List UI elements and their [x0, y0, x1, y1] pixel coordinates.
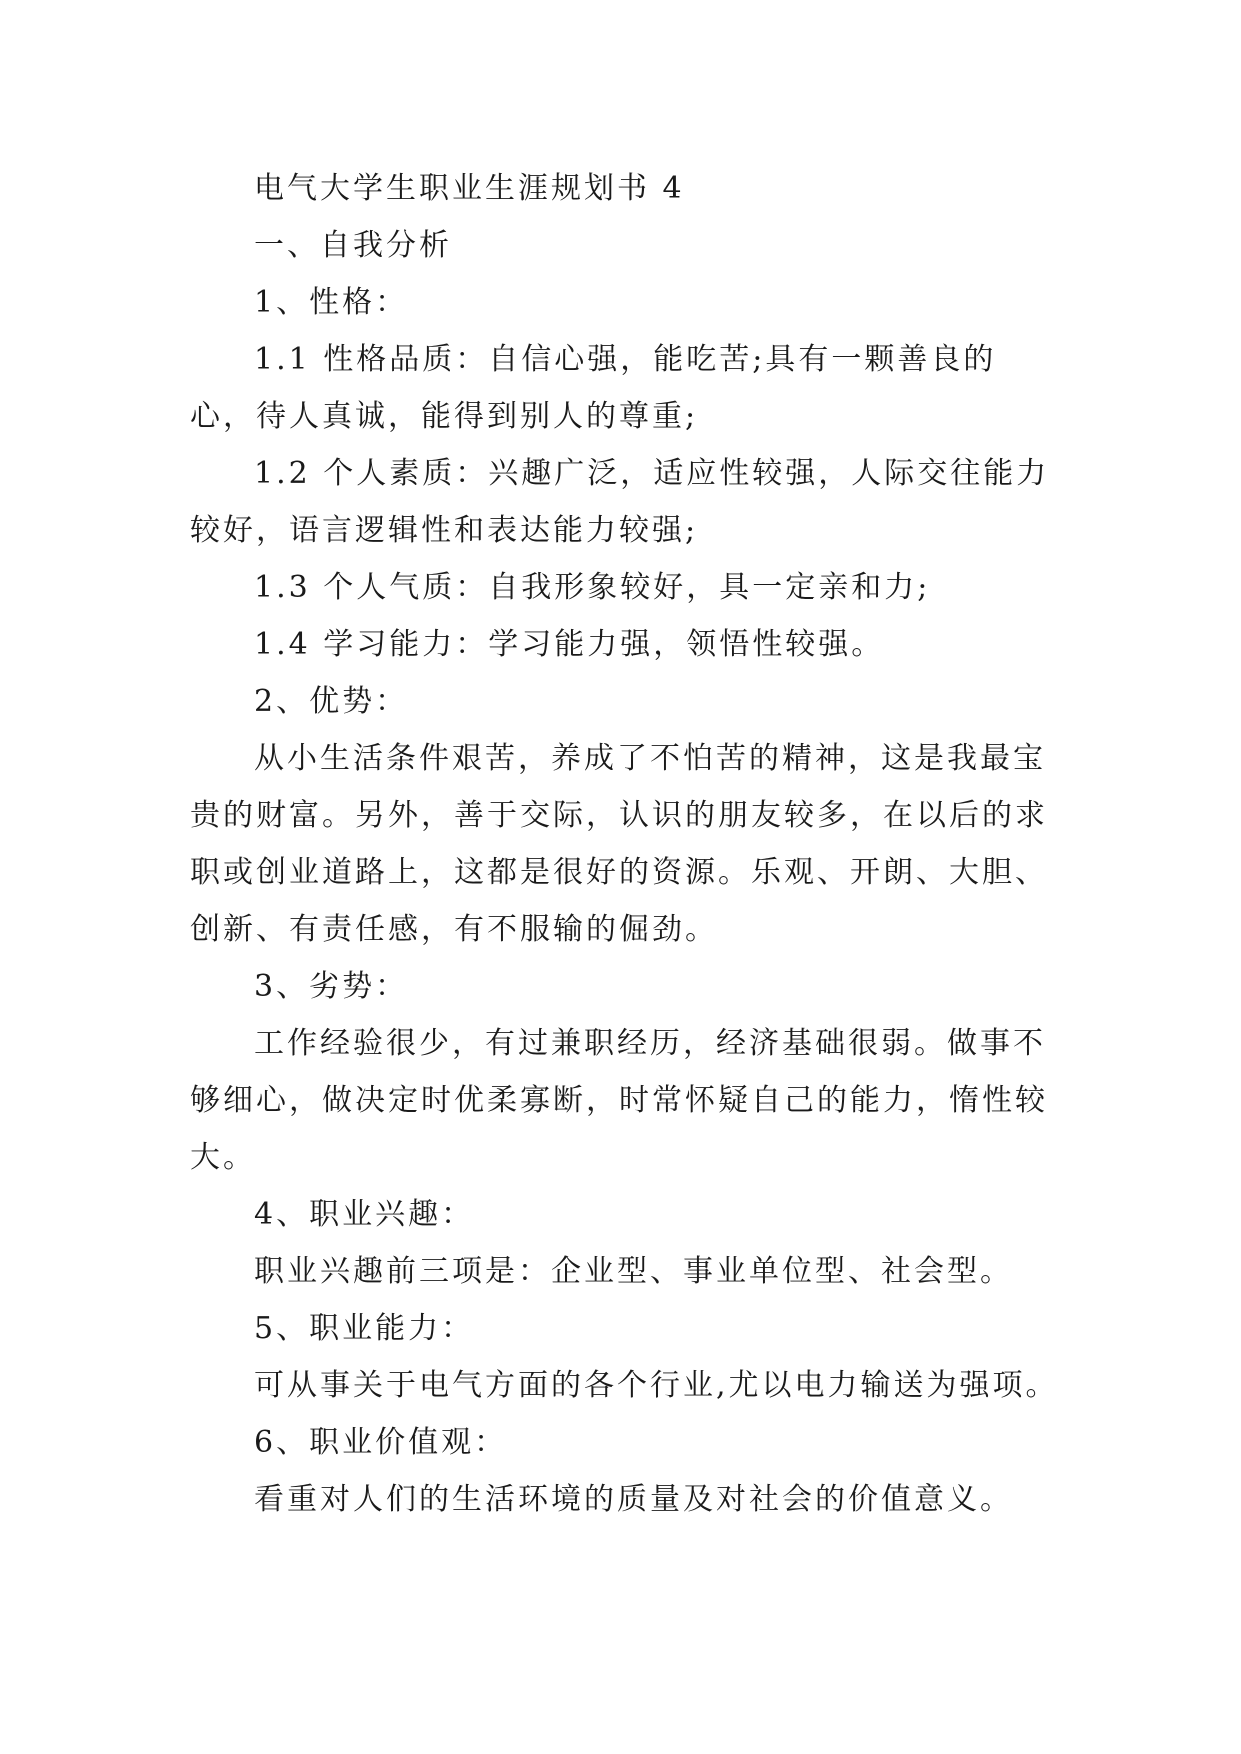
subheading-personality: 1、性格：: [254, 285, 409, 320]
paragraph-weaknesses: 工作经验很少，有过兼职经历，经济基础很弱。做事不够细心，做决定时优柔寡断，时常怀疑自己的能力，惰性较大。: [190, 1026, 1048, 1175]
paragraph-character-quality: 1.1 性格品质：自信心强，能吃苦;具有一颗善良的心，待人真诚，能得到别人的尊重;: [190, 342, 997, 434]
paragraph-strengths: 从小生活条件艰苦，养成了不怕苦的精神，这是我最宝贵的财富。另外，善于交际，认识的朋友较多，在以后的求职或创业道路上，这都是很好的资源。乐观、开朗、大胆、创新、有责任感，有不服输的倔劲。: [190, 741, 1048, 947]
section-heading-self-analysis: 一、自我分析: [254, 228, 452, 263]
document-page: [190, 160, 1060, 1528]
subheading-weaknesses: 3、劣势：: [254, 969, 409, 1004]
paragraph-personal-temperament: 1.3 个人气质：自我形象较好，具一定亲和力;: [254, 570, 931, 605]
subheading-career-values: 6、职业价值观：: [254, 1425, 508, 1460]
subheading-career-ability: 5、职业能力：: [254, 1311, 475, 1346]
paragraph-personal-quality: 1.2 个人素质：兴趣广泛，适应性较强，人际交往能力较好，语言逻辑性和表达能力较强;: [190, 456, 1050, 548]
document-title: 电气大学生职业生涯规划书 4: [254, 171, 685, 206]
subheading-strengths: 2、优势：: [254, 684, 409, 719]
paragraph-career-interest: 职业兴趣前三项是：企业型、事业单位型、社会型。: [254, 1254, 1013, 1289]
subheading-career-interest: 4、职业兴趣：: [254, 1197, 475, 1232]
paragraph-learning-ability: 1.4 学习能力：学习能力强，领悟性较强。: [254, 627, 885, 662]
paragraph-career-ability: 可从事关于电气方面的各个行业,尤以电力输送为强项。: [254, 1368, 1059, 1403]
paragraph-career-values: 看重对人们的生活环境的质量及对社会的价值意义。: [254, 1482, 1013, 1517]
